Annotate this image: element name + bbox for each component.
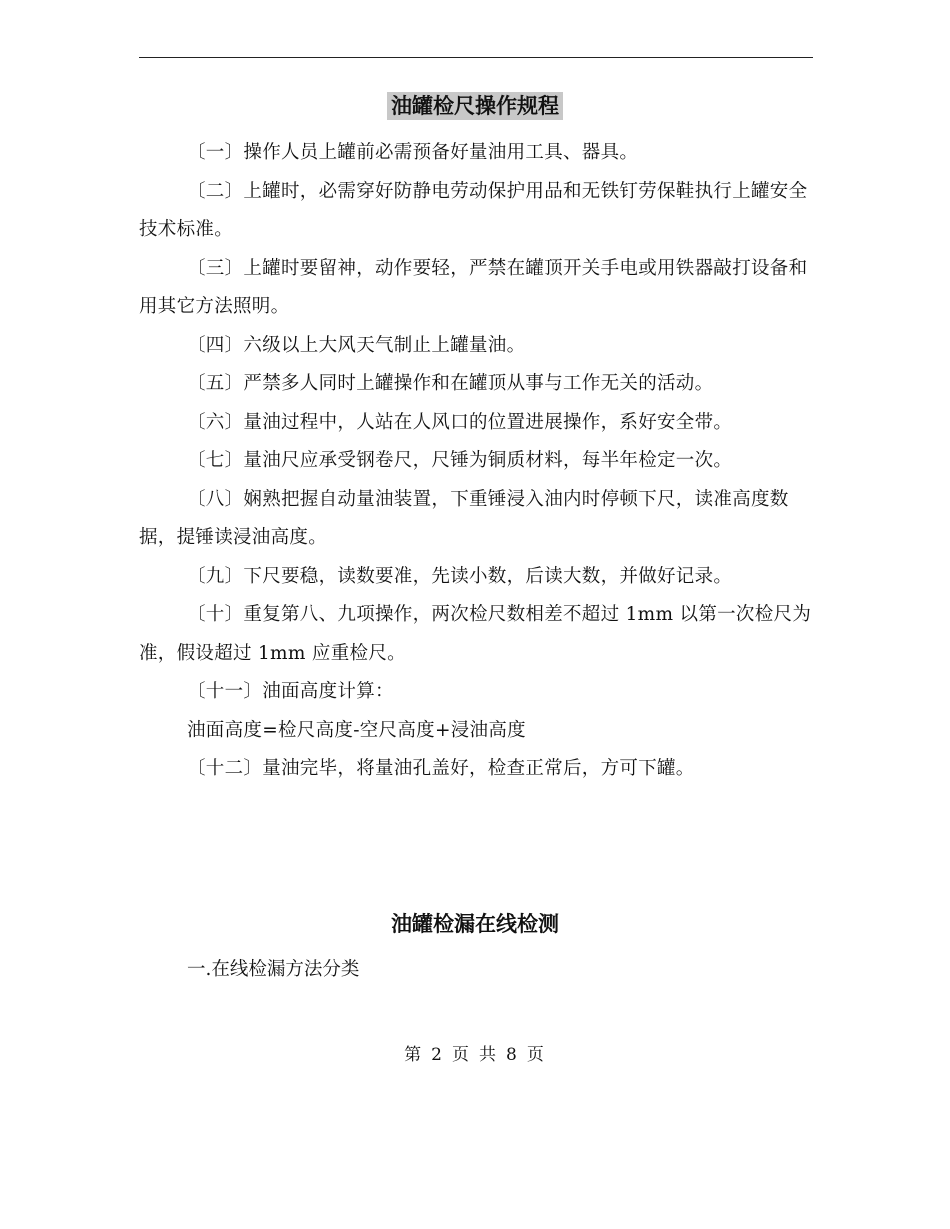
section-body <box>139 951 819 989</box>
paragraph-4: 〔四〕六级以上大风天气制止上罐量油。 <box>187 334 526 356</box>
paragraph-12: 〔十二〕量油完毕，将量油孔盖好，检查正常后，方可下罐。 <box>187 758 695 779</box>
footer-total-pages: 8 <box>506 1045 519 1065</box>
footer-label-total: 共 <box>479 1045 498 1065</box>
paragraph-7: 〔七〕量油尺应承受钢卷尺，尺锤为铜质材料，每半年检定一次。 <box>187 450 733 471</box>
procedure-body <box>139 134 819 789</box>
document-title-text: 油罐检尺操作规程 <box>387 92 563 120</box>
page-footer <box>0 1040 950 1065</box>
paragraph-5: 〔五〕严禁多人同时上罐操作和在罐顶从事与工作无关的活动。 <box>187 373 714 394</box>
section-line-1: 一.在线检漏方法分类 <box>187 959 360 980</box>
footer-label-page: 第 <box>404 1045 424 1065</box>
formula-line: 油面高度=检尺高度-空尺高度+浸油高度 <box>187 719 526 741</box>
paragraph-8: 〔八〕娴熟把握自动量油装置，下重锤浸入油内时停顿下尺，读准高度数据，提锤读浸油高度。 <box>139 488 789 548</box>
paragraph-1: 〔一〕操作人员上罐前必需预备好量油用工具、器具。 <box>187 142 639 163</box>
paragraph-9: 〔九〕下尺要稳，读数要准，先读小数，后读大数，并做好记录。 <box>187 565 733 587</box>
footer-label-ye: 页 <box>452 1045 471 1065</box>
footer-label-ye2: 页 <box>526 1045 546 1065</box>
header-rule <box>139 57 813 58</box>
footer-current-page: 2 <box>431 1045 444 1065</box>
section-title: 油罐检漏在线检测 <box>391 912 559 936</box>
paragraph-6: 〔六〕量油过程中，人站在人风口的位置进展操作，系好安全带。 <box>187 411 733 433</box>
document-title <box>0 91 950 121</box>
paragraph-11: 〔十一〕油面高度计算： <box>187 681 394 702</box>
paragraph-10: 〔十〕重复第八、九项操作，两次检尺数相差不超过 1mm 以第一次检尺为准，假设超过 1mm 应重检尺。 <box>139 604 812 664</box>
paragraph-2: 〔二〕上罐时，必需穿好防静电劳动保护用品和无铁钉劳保鞋执行上罐安全技术标准。 <box>139 180 808 240</box>
paragraph-3: 〔三〕上罐时要留神，动作要轻，严禁在罐顶开关手电或用铁器敲打设备和用其它方法照明。 <box>139 257 808 317</box>
